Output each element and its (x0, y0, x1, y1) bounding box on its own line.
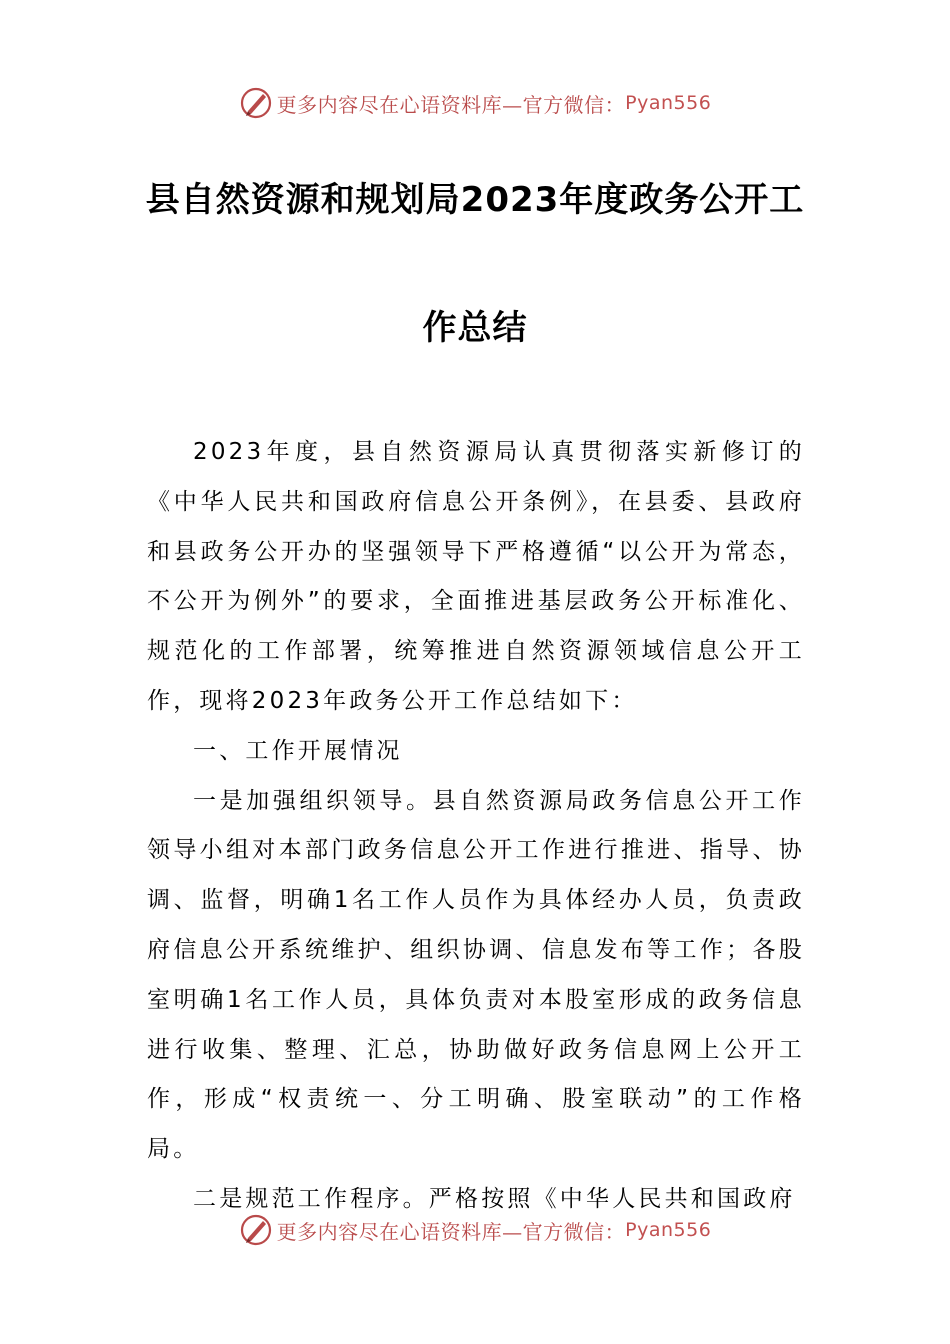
document-body (147, 428, 805, 1225)
footer-watermark (0, 1210, 950, 1250)
header-watermark (0, 83, 950, 123)
pen-circle-icon (239, 1213, 273, 1247)
paragraph-intro: 2023年度，县自然资源局认真贯彻落实新修订的《中华人民共和国政府信息公开条例》，在县委、县政府和县政务公开办的坚强领导下严格遵循“以公开为常态，不公开为例外”的要求，全面推进基层政务公开标准化、规范化的工作部署，统筹推进自然资源领域信息公开工作，现将2023年政务公开工作总结如下： (147, 439, 805, 714)
document-title-line1: 县自然资源和规划局2023年度政务公开工 (145, 180, 805, 220)
section-heading: 一、工作开展情况 (193, 737, 403, 764)
watermark-text: 更多内容尽在心语资料库—官方微信： (276, 92, 626, 117)
watermark-id: Pyan556 (625, 1219, 712, 1241)
watermark-id: Pyan556 (625, 92, 712, 114)
pen-circle-icon (239, 86, 273, 120)
paragraph-organization: 一是加强组织领导。县自然资源局政务信息公开工作领导小组对本部门政务信息公开工作进行推进、指导、协调、监督，明确1名工作人员作为具体经办人员，负责政府信息公开系统维护、组织协调、信息发布等工作；各股室明确1名工作人员，具体负责对本股室形成的政务信息进行收集、整理、汇总，协助做好政务信息网上公开工作，形成“权责统一、分工明确、股室联动”的工作格局。 (147, 787, 805, 1163)
paragraph-procedure: 二是规范工作程序。严格按照《中华人民共和国政府 (193, 1185, 796, 1212)
document-title-line2: 作总结 (422, 308, 528, 348)
watermark-text: 更多内容尽在心语资料库—官方微信： (276, 1219, 626, 1244)
